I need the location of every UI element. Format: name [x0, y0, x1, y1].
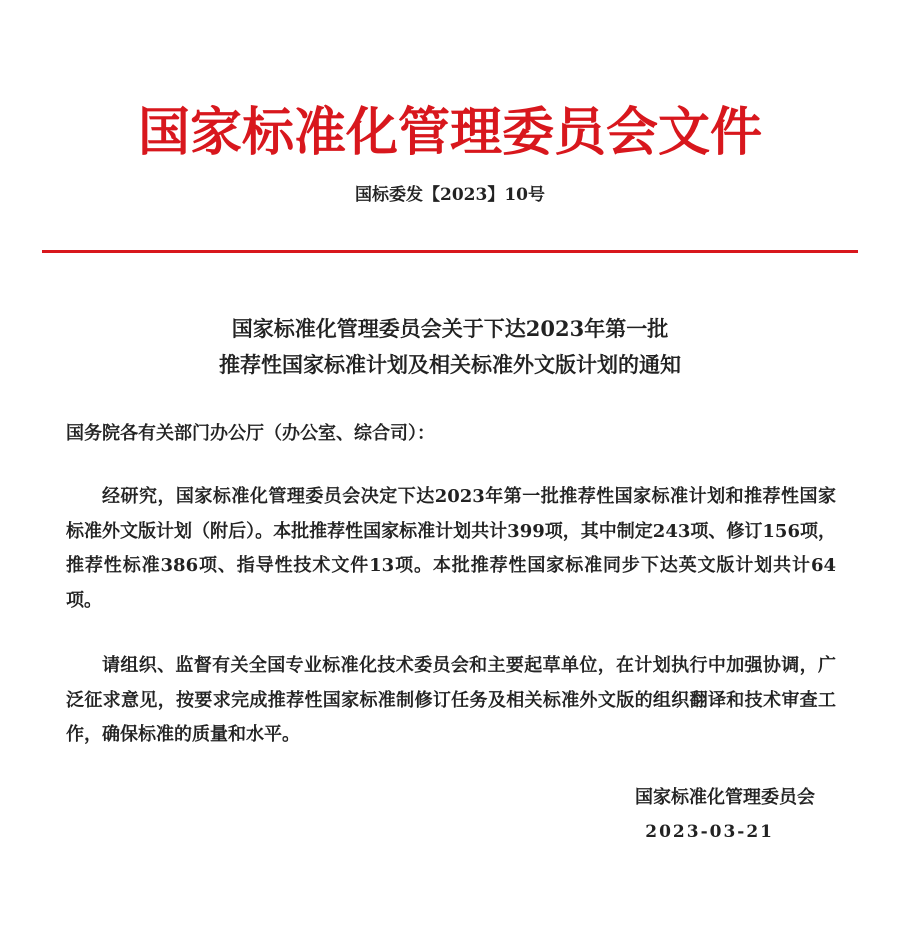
document-number: 国标委发【2023】10号: [355, 185, 545, 205]
notice-title: [0, 311, 900, 383]
salutation: 国务院各有关部门办公厅（办公室、综合司）：: [66, 423, 435, 444]
body-paragraph-1: 经研究，国家标准化管理委员会决定下达2023年第一批推荐性国家标准计划和推荐性国家标准外文版计划（附后）。本批推荐性国家标准计划共计399项，其中制定243项、修订156项，推荐性标准386项、指导性技术文件13项。本批推荐性国家标准同步下达英文版计划共计64项。: [66, 486, 836, 611]
issuer-signature: 国家标准化管理委员会: [635, 787, 815, 808]
body-paragraph-2: 请组织、监督有关全国专业标准化技术委员会和主要起草单位，在计划执行中加强协调，广泛征求意见，按要求完成推荐性国家标准制修订任务及相关标准外文版的组织翻译和技术审查工作，确保标准的质量和水平。: [66, 655, 836, 745]
notice-title-line-1: 国家标准化管理委员会关于下达2023年第一批: [231, 316, 669, 341]
red-divider-line: [42, 250, 858, 253]
notice-title-line-2: 推荐性国家标准计划及相关标准外文版计划的通知: [219, 352, 681, 377]
issue-date: 2023-03-21: [645, 822, 774, 842]
document-masthead: 国家标准化管理委员会文件: [137, 102, 762, 163]
